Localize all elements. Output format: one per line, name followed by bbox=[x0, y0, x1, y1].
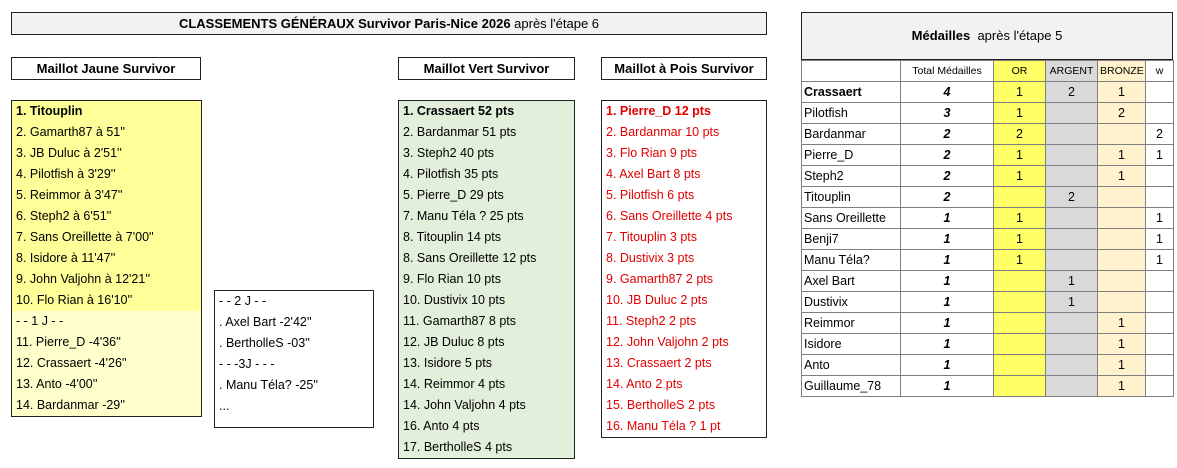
medals-name: Benji7 bbox=[802, 229, 901, 250]
medals-row bbox=[802, 124, 1174, 145]
medals-total: 1 bbox=[901, 313, 994, 334]
medals-col-argent: ARGENT bbox=[1046, 61, 1098, 82]
vert-list bbox=[398, 100, 575, 459]
medals-bronze: 1 bbox=[1098, 334, 1146, 355]
pois-row: 2. Bardanmar 10 pts bbox=[606, 125, 720, 139]
medals-name: Titouplin bbox=[802, 187, 901, 208]
medals-argent bbox=[1046, 313, 1098, 334]
medals-name: Guillaume_78 bbox=[802, 376, 901, 397]
pois-row: 1. Pierre_D 12 pts bbox=[606, 104, 711, 118]
jaune-row: 1. Titouplin bbox=[12, 101, 201, 122]
medals-or bbox=[994, 334, 1046, 355]
medals-argent bbox=[1046, 145, 1098, 166]
pois-row: 9. Gamarth87 2 pts bbox=[606, 272, 714, 286]
medals-w: 2 bbox=[1146, 124, 1174, 145]
medals-or: 1 bbox=[994, 145, 1046, 166]
vert-row: 4. Pilotfish 35 pts bbox=[403, 167, 499, 181]
medals-name: Sans Oreillette bbox=[802, 208, 901, 229]
medals-w bbox=[1146, 82, 1174, 103]
medals-header-row bbox=[802, 61, 1174, 82]
medals-argent bbox=[1046, 124, 1098, 145]
medals-argent: 2 bbox=[1046, 187, 1098, 208]
pois-row: 3. Flo Rian 9 pts bbox=[606, 146, 698, 160]
page-title-rest: après l'étape 6 bbox=[510, 16, 600, 31]
medals-row bbox=[802, 166, 1174, 187]
medals-w: 1 bbox=[1146, 208, 1174, 229]
jaune-row: 4. Pilotfish à 3'29'' bbox=[12, 164, 201, 185]
medals-row bbox=[802, 82, 1174, 103]
medals-argent bbox=[1046, 250, 1098, 271]
vert-row: 16. Anto 4 pts bbox=[403, 419, 480, 433]
medals-col-total: Total Médailles bbox=[901, 61, 994, 82]
jaune-row: 8. Isidore à 11'47'' bbox=[12, 248, 201, 269]
medals-argent: 1 bbox=[1046, 292, 1098, 313]
jaune-row: 2. Gamarth87 à 51'' bbox=[12, 122, 201, 143]
jaune-row: 10. Flo Rian à 16'10'' bbox=[12, 290, 201, 311]
vert-row: 14. John Valjohn 4 pts bbox=[403, 398, 526, 412]
medals-or bbox=[994, 376, 1046, 397]
vert-header: Maillot Vert Survivor bbox=[398, 57, 575, 80]
pois-row: 5. Pilotfish 6 pts bbox=[606, 188, 695, 202]
medals-name: Crassaert bbox=[802, 82, 901, 103]
jaune-extra-row: . Axel Bart -2'42'' bbox=[219, 315, 312, 329]
medals-total: 2 bbox=[901, 187, 994, 208]
medals-bronze: 1 bbox=[1098, 355, 1146, 376]
medals-w: 1 bbox=[1146, 250, 1174, 271]
vert-row: 14. Reimmor 4 pts bbox=[403, 377, 506, 391]
medals-table bbox=[801, 60, 1174, 397]
medals-name: Axel Bart bbox=[802, 271, 901, 292]
vert-row: 8. Titouplin 14 pts bbox=[403, 230, 501, 244]
medals-argent bbox=[1046, 334, 1098, 355]
vert-row: 17. BertholleS 4 pts bbox=[403, 440, 513, 454]
medals-or bbox=[994, 313, 1046, 334]
pois-row: 7. Titouplin 3 pts bbox=[606, 230, 698, 244]
medals-title-rest: après l'étape 5 bbox=[977, 28, 1063, 43]
medals-total: 4 bbox=[901, 82, 994, 103]
jaune-extra-row: - - -3J - - - bbox=[219, 357, 275, 371]
pois-row: 10. JB Duluc 2 pts bbox=[606, 293, 708, 307]
medals-bronze bbox=[1098, 292, 1146, 313]
medals-name: Pierre_D bbox=[802, 145, 901, 166]
medals-row bbox=[802, 145, 1174, 166]
pois-row: 8. Dustivix 3 pts bbox=[606, 251, 695, 265]
jaune-row: 9. John Valjohn à 12'21'' bbox=[12, 269, 201, 290]
medals-bronze bbox=[1098, 124, 1146, 145]
pois-row: 15. BertholleS 2 pts bbox=[606, 398, 716, 412]
medals-or: 1 bbox=[994, 103, 1046, 124]
medals-row bbox=[802, 250, 1174, 271]
jaune-elim-row: 13. Anto -4'00'' bbox=[12, 374, 201, 395]
medals-bronze bbox=[1098, 229, 1146, 250]
pois-row: 13. Crassaert 2 pts bbox=[606, 356, 712, 370]
jaune-extra-row: . Manu Téla? -25'' bbox=[219, 378, 319, 392]
medals-w bbox=[1146, 103, 1174, 124]
jaune-row: 5. Reimmor à 3'47'' bbox=[12, 185, 201, 206]
jaune-elim-row: 12. Crassaert -4'26'' bbox=[12, 353, 201, 374]
medals-name: Anto bbox=[802, 355, 901, 376]
medals-total: 1 bbox=[901, 208, 994, 229]
jaune-list bbox=[11, 100, 202, 417]
medals-row bbox=[802, 229, 1174, 250]
medals-name: Reimmor bbox=[802, 313, 901, 334]
medals-title bbox=[801, 12, 1173, 60]
medals-total: 1 bbox=[901, 355, 994, 376]
medals-total: 1 bbox=[901, 292, 994, 313]
jaune-row: 7. Sans Oreillette à 7'00'' bbox=[12, 227, 201, 248]
medals-argent: 1 bbox=[1046, 271, 1098, 292]
medals-col-name bbox=[802, 61, 901, 82]
page-title-bold: CLASSEMENTS GÉNÉRAUX Survivor Paris-Nice 2026 bbox=[178, 16, 511, 31]
medals-name: Pilotfish bbox=[802, 103, 901, 124]
medals-argent bbox=[1046, 229, 1098, 250]
medals-argent bbox=[1046, 355, 1098, 376]
medals-panel bbox=[801, 12, 1173, 397]
pois-row: 11. Steph2 2 pts bbox=[606, 314, 697, 328]
medals-or bbox=[994, 355, 1046, 376]
medals-total: 1 bbox=[901, 229, 994, 250]
vert-row: 12. JB Duluc 8 pts bbox=[403, 335, 505, 349]
medals-w bbox=[1146, 376, 1174, 397]
medals-col-bronze: BRONZE bbox=[1098, 61, 1146, 82]
jaune-extra-row: . BertholleS -03'' bbox=[219, 336, 310, 350]
vert-row: 9. Flo Rian 10 pts bbox=[403, 272, 501, 286]
pois-row: 6. Sans Oreillette 4 pts bbox=[606, 209, 733, 223]
pois-row: 4. Axel Bart 8 pts bbox=[606, 167, 701, 181]
medals-row bbox=[802, 292, 1174, 313]
vert-row: 1. Crassaert 52 pts bbox=[403, 104, 515, 118]
pois-row: 12. John Valjohn 2 pts bbox=[606, 335, 729, 349]
medals-col-w: w bbox=[1146, 61, 1174, 82]
medals-or bbox=[994, 187, 1046, 208]
medals-or bbox=[994, 292, 1046, 313]
jaune-extra-row: - - 2 J - - bbox=[219, 294, 267, 308]
jaune-extra-row: ... bbox=[219, 399, 230, 413]
medals-name: Bardanmar bbox=[802, 124, 901, 145]
medals-name: Steph2 bbox=[802, 166, 901, 187]
medals-row bbox=[802, 271, 1174, 292]
vert-row: 5. Pierre_D 29 pts bbox=[403, 188, 504, 202]
medals-w bbox=[1146, 334, 1174, 355]
medals-bronze: 1 bbox=[1098, 376, 1146, 397]
vert-row: 3. Steph2 40 pts bbox=[403, 146, 495, 160]
medals-or: 1 bbox=[994, 229, 1046, 250]
medals-argent bbox=[1046, 208, 1098, 229]
medals-total: 2 bbox=[901, 145, 994, 166]
jaune-elim-row: 14. Bardanmar -29'' bbox=[12, 395, 201, 416]
medals-row bbox=[802, 313, 1174, 334]
medals-argent: 2 bbox=[1046, 82, 1098, 103]
medals-row bbox=[802, 208, 1174, 229]
jaune-row: 6. Steph2 à 6'51'' bbox=[12, 206, 201, 227]
medals-bronze bbox=[1098, 250, 1146, 271]
medals-w bbox=[1146, 313, 1174, 334]
medals-row bbox=[802, 187, 1174, 208]
medals-bronze bbox=[1098, 271, 1146, 292]
medals-name: Dustivix bbox=[802, 292, 901, 313]
medals-w: 1 bbox=[1146, 145, 1174, 166]
pois-list bbox=[601, 100, 767, 438]
jaune-extra-list bbox=[214, 290, 374, 428]
jaune-elim-row: 11. Pierre_D -4'36'' bbox=[12, 332, 201, 353]
medals-total: 1 bbox=[901, 334, 994, 355]
jaune-elim-row: - - 1 J - - bbox=[12, 311, 201, 332]
medals-bronze: 1 bbox=[1098, 313, 1146, 334]
medals-bronze: 1 bbox=[1098, 166, 1146, 187]
medals-total: 1 bbox=[901, 271, 994, 292]
medals-total: 2 bbox=[901, 166, 994, 187]
medals-name: Isidore bbox=[802, 334, 901, 355]
medals-bronze bbox=[1098, 187, 1146, 208]
medals-or bbox=[994, 271, 1046, 292]
medals-w bbox=[1146, 292, 1174, 313]
pois-row: 16. Manu Téla ? 1 pt bbox=[606, 419, 721, 433]
medals-argent bbox=[1046, 376, 1098, 397]
jaune-header: Maillot Jaune Survivor bbox=[11, 57, 201, 80]
medals-bronze: 1 bbox=[1098, 82, 1146, 103]
page-title bbox=[11, 12, 767, 35]
medals-bronze: 1 bbox=[1098, 145, 1146, 166]
pois-row: 14. Anto 2 pts bbox=[606, 377, 683, 391]
medals-total: 2 bbox=[901, 124, 994, 145]
medals-total: 1 bbox=[901, 376, 994, 397]
vert-row: 13. Isidore 5 pts bbox=[403, 356, 492, 370]
medals-row bbox=[802, 355, 1174, 376]
medals-total: 1 bbox=[901, 250, 994, 271]
medals-argent bbox=[1046, 103, 1098, 124]
medals-or: 1 bbox=[994, 208, 1046, 229]
vert-row: 7. Manu Téla ? 25 pts bbox=[403, 209, 524, 223]
medals-or: 2 bbox=[994, 124, 1046, 145]
medals-title-bold: Médailles bbox=[911, 28, 971, 43]
medals-w: 1 bbox=[1146, 229, 1174, 250]
medals-row bbox=[802, 334, 1174, 355]
vert-row: 11. Gamarth87 8 pts bbox=[403, 314, 517, 328]
medals-w bbox=[1146, 355, 1174, 376]
medals-bronze: 2 bbox=[1098, 103, 1146, 124]
medals-w bbox=[1146, 271, 1174, 292]
vert-row: 8. Sans Oreillette 12 pts bbox=[403, 251, 537, 265]
medals-w bbox=[1146, 187, 1174, 208]
medals-col-or: OR bbox=[994, 61, 1046, 82]
jaune-row: 3. JB Duluc à 2'51'' bbox=[12, 143, 201, 164]
medals-or: 1 bbox=[994, 166, 1046, 187]
medals-row bbox=[802, 103, 1174, 124]
medals-w bbox=[1146, 166, 1174, 187]
vert-row: 10. Dustivix 10 pts bbox=[403, 293, 506, 307]
medals-name: Manu Téla? bbox=[802, 250, 901, 271]
medals-or: 1 bbox=[994, 82, 1046, 103]
medals-argent bbox=[1046, 166, 1098, 187]
medals-row bbox=[802, 376, 1174, 397]
medals-total: 3 bbox=[901, 103, 994, 124]
medals-or: 1 bbox=[994, 250, 1046, 271]
medals-bronze bbox=[1098, 208, 1146, 229]
pois-header: Maillot à Pois Survivor bbox=[601, 57, 767, 80]
vert-row: 2. Bardanmar 51 pts bbox=[403, 125, 517, 139]
